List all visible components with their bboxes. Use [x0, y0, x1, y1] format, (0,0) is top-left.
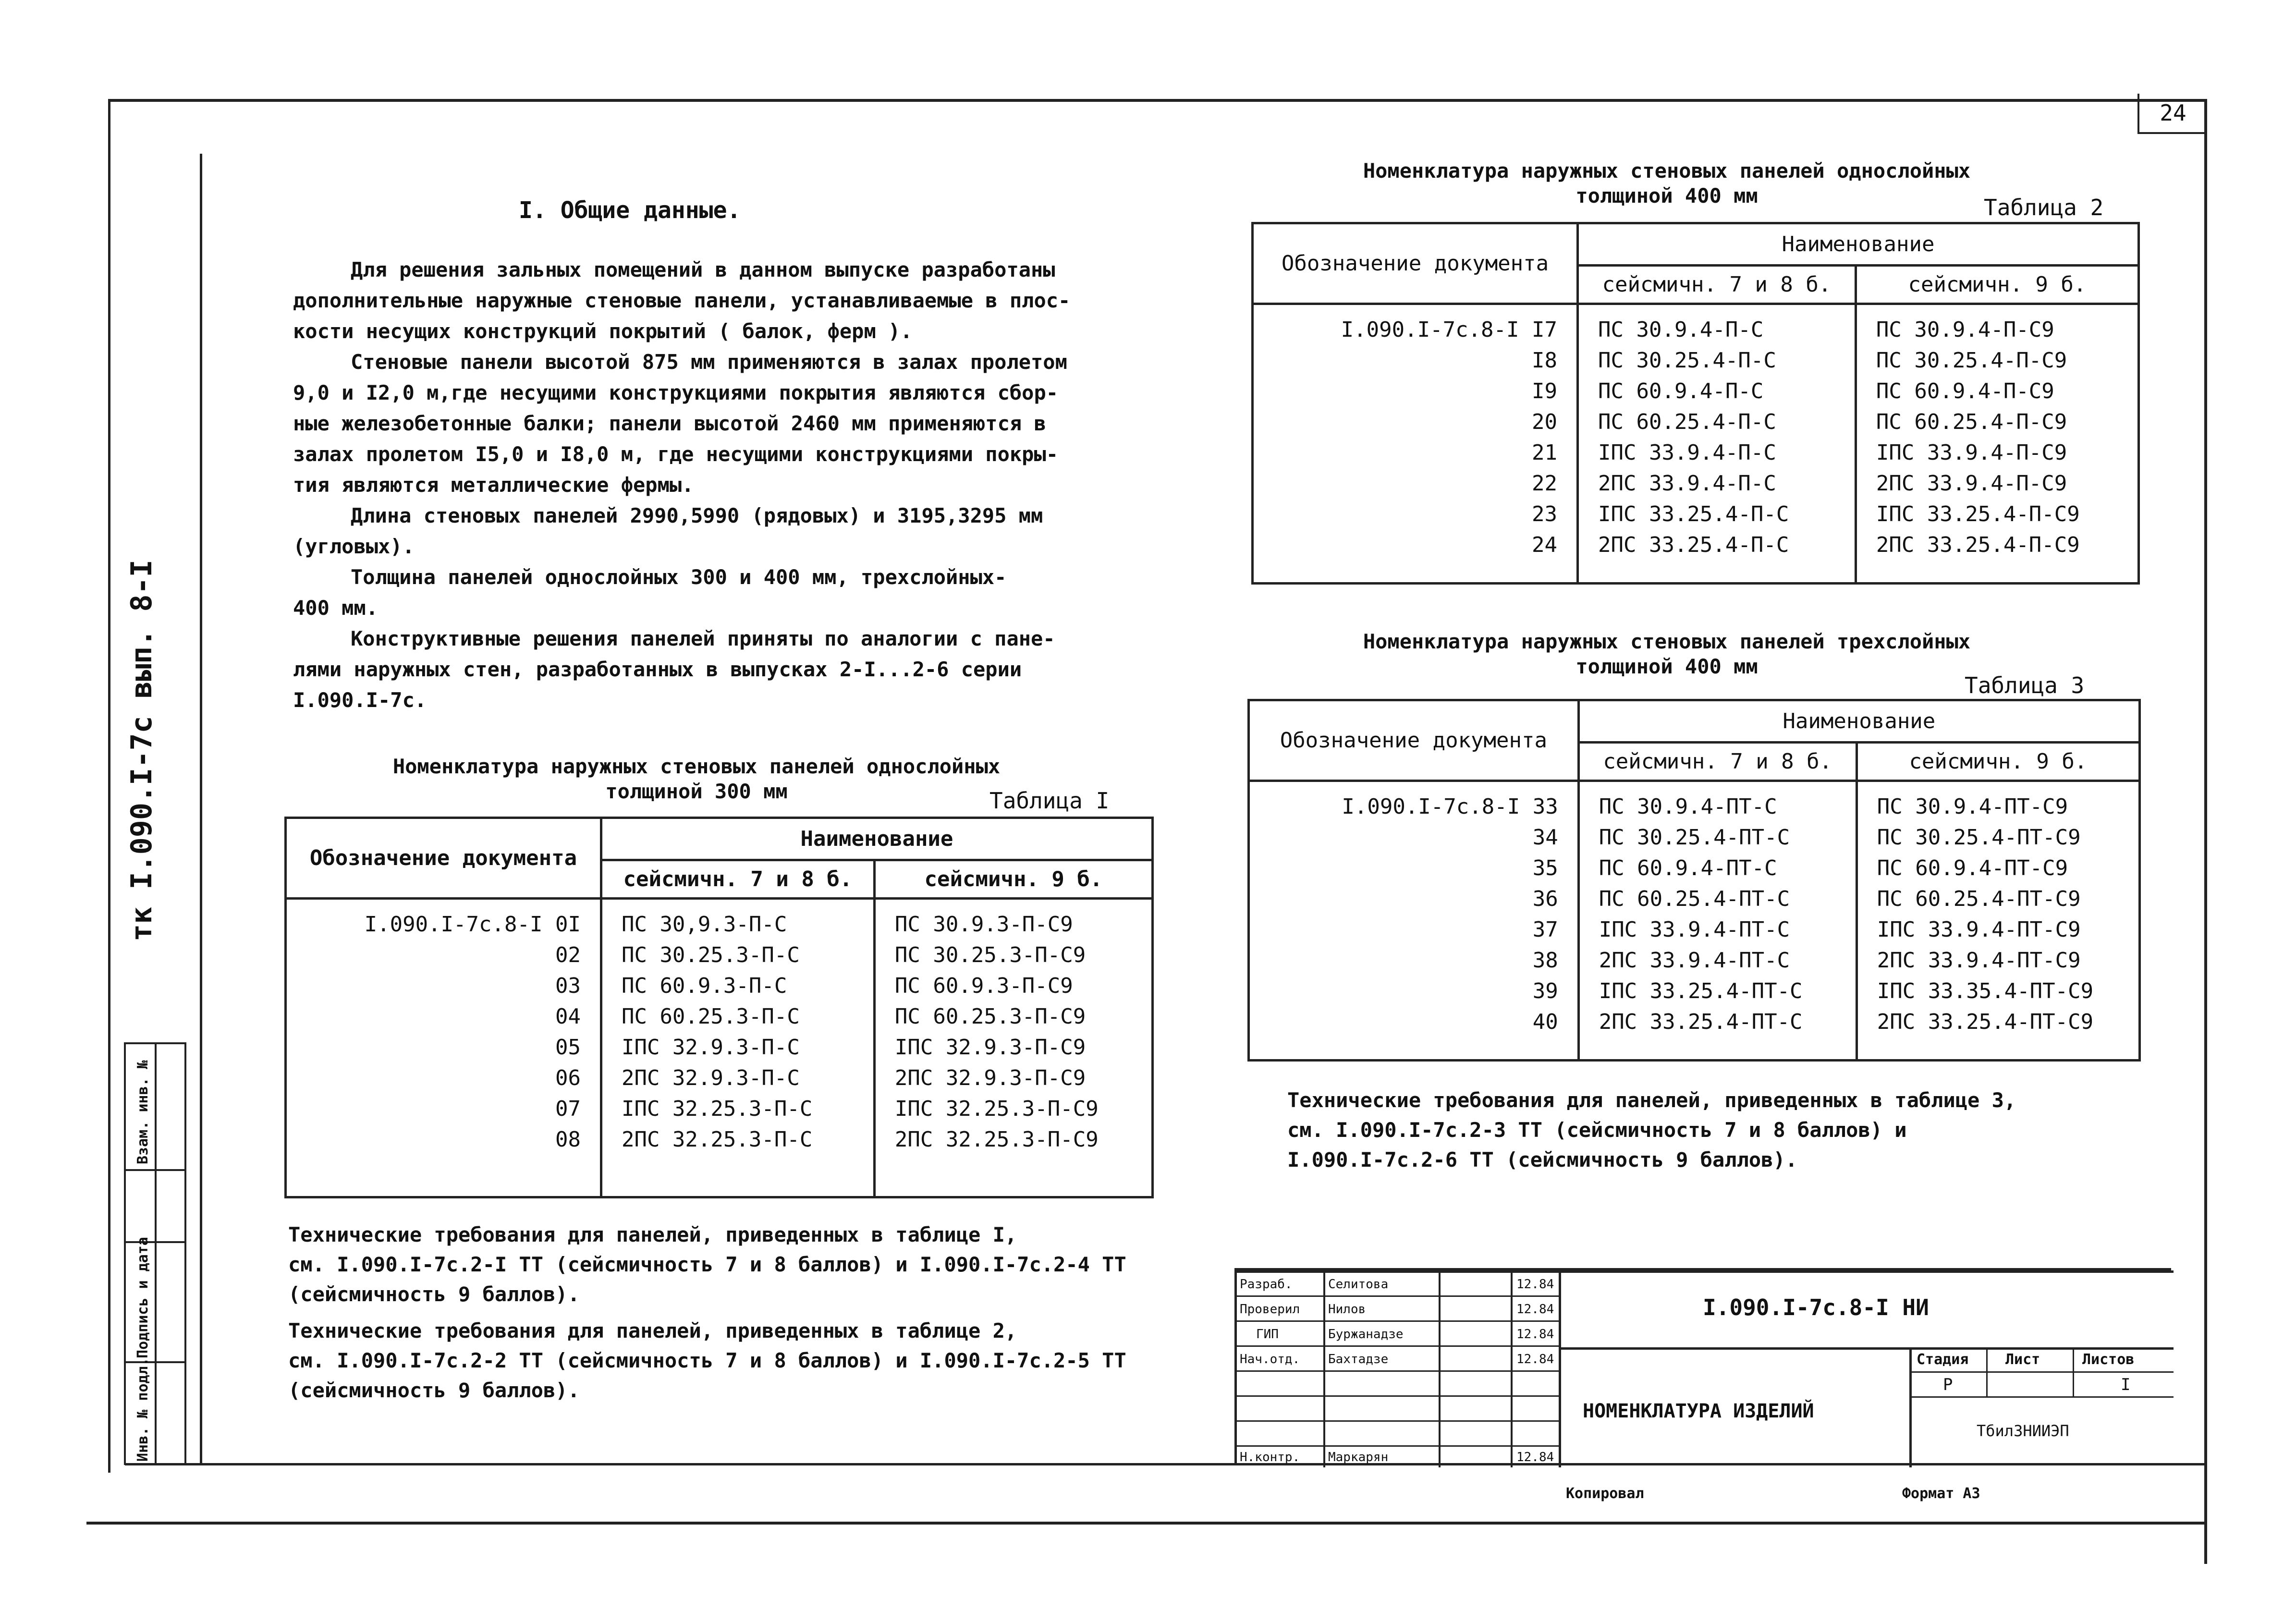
- table3-title: [1307, 629, 2027, 679]
- table1-col-a-values: ПС 30,9.3-П-С ПС 30.25.3-П-С ПС 60.9.3-П-С ПС 60.25.3-П-С IПС 32.9.3-П-С 2ПС 32.9.3-П-С IПС 32.25.3-П-С 2ПС 32.25.3-П-С: [601, 899, 874, 1197]
- stamp-line: [1909, 1347, 1912, 1467]
- copied-by: Копировал: [1566, 1485, 1644, 1502]
- strip-label: Подпись и дата: [134, 1237, 151, 1358]
- stamp-role: Проверил: [1240, 1302, 1300, 1317]
- section-body: [293, 255, 1196, 716]
- table3-doc-cell: [1249, 781, 1579, 1061]
- stamp-line: [1237, 1445, 1559, 1447]
- stamp-line: [1237, 1345, 1559, 1347]
- table3-title-line2: толщиной 400 мм: [1575, 655, 1758, 678]
- table3-label: Таблица 3: [1965, 672, 2085, 698]
- requirements-table1: Технические требования для панелей, приведенных в таблице I, см. I.090.I-7c.2-I ТТ (сейсмичность 7 и 8 баллов) и I.090.I-7c.2-4 ТТ (сейсмичность 9 баллов).: [288, 1223, 1126, 1306]
- stamp-line: [1237, 1370, 1559, 1372]
- stamp-name: Маркарян: [1328, 1450, 1389, 1464]
- inner-left-border: [200, 154, 202, 1465]
- paragraph: Длина стеновых панелей 2990,5990 (рядовых) и 3195,3295 мм (угловых).: [293, 504, 1043, 558]
- table1-col-a: сейсмичн. 7 и 8 б.: [601, 860, 874, 899]
- table2-col-a: сейсмичн. 7 и 8 б.: [1578, 266, 1856, 304]
- paragraph: Конструктивные решения панелей приняты по аналогии с пане- лями наружных стен, разработанных в выпусках 2-I...2-6 серии I.090.I-7c.: [293, 627, 1055, 712]
- stamp-line: [1439, 1270, 1441, 1467]
- frame-right-border: [2204, 99, 2207, 1564]
- table1-col-b-values: ПС 30.9.3-П-С9 ПС 30.25.3-П-С9 ПС 60.9.3-П-С9 ПС 60.25.3-П-С9 IПС 32.9.3-П-С9 2ПС 32.9.3-П-С9 IПС 32.25.3-П-С9 2ПС 32.25.3-П-С9: [874, 899, 1152, 1197]
- stamp-sheet-header: Лист: [2005, 1351, 2040, 1368]
- table3-title-line1: Номенклатура наружных стеновых панелей трехслойных: [1363, 630, 1971, 653]
- table1-title: [336, 754, 1057, 804]
- stamp-name: Буржанадзе: [1328, 1327, 1404, 1342]
- stamp-sheets-value: I: [2121, 1375, 2131, 1394]
- table2-label: Таблица 2: [1984, 195, 2104, 220]
- stamp-name: Селитова: [1328, 1277, 1389, 1292]
- table3-col-a-values: ПС 30.9.4-ПТ-С ПС 30.25.4-ПТ-С ПС 60.9.4-ПТ-С ПС 60.25.4-ПТ-С IПС 33.9.4-ПТ-С 2ПС 33.9.4-ПТ-С IПС 33.25.4-ПТ-С 2ПС 33.25.4-ПТ-С: [1578, 781, 1856, 1061]
- stamp-date: 12.84: [1516, 1277, 1554, 1292]
- stamp-line: [1237, 1295, 1559, 1297]
- table3: [1247, 699, 2141, 1062]
- table2-doc-cell: [1253, 304, 1578, 584]
- requirements-table3: Технические требования для панелей, приведенных в таблице 3, см. I.090.I-7c.2-3 ТТ (сейсмичность 7 и 8 баллов) и I.090.I-7c.2-6 ТТ (сейсмичность 9 баллов).: [1287, 1088, 2016, 1171]
- stamp-line: [1323, 1270, 1325, 1467]
- table1-title-line2: толщиной 300 мм: [605, 780, 788, 803]
- stamp-date: 12.84: [1516, 1352, 1554, 1367]
- frame-bottom-border: [86, 1522, 2207, 1525]
- strip-cell: [126, 1237, 184, 1361]
- table2-col-b-values: ПС 30.9.4-П-С9 ПС 30.25.4-П-С9 ПС 60.9.4-П-С9 ПС 60.25.4-П-С9 IПС 33.9.4-П-С9 2ПС 33.9.4-П-С9 IПС 33.25.4-П-С9 2ПС 33.25.4-П-С9: [1856, 304, 2138, 584]
- stamp-date: 12.84: [1516, 1327, 1554, 1342]
- table3-col-b: сейсмичн. 9 б.: [1856, 743, 2139, 781]
- table2-title: [1307, 159, 2027, 208]
- requirements-table2: Технические требования для панелей, приведенных в таблице 2, см. I.090.I-7c.2-2 ТТ (сейсмичность 7 и 8 баллов) и I.090.I-7c.2-5 ТТ (сейсмичность 9 баллов).: [288, 1319, 1126, 1402]
- table2-doc-nums: I8 I9 20 21 22 23 24: [1532, 348, 1557, 557]
- strip-label: Инв. № подл.: [134, 1357, 151, 1462]
- table1-col-name: Наименование: [601, 818, 1152, 860]
- table2-title-line2: толщиной 400 мм: [1575, 184, 1758, 207]
- side-code: [115, 560, 173, 941]
- stamp-line: [1909, 1396, 2174, 1398]
- stamp-date: 12.84: [1516, 1302, 1554, 1317]
- table2-col-doc: Обозначение документа: [1253, 223, 1578, 304]
- table3-doc-first: I.090.I-7c.8-I 33: [1342, 794, 1558, 819]
- table1-doc-cell: [286, 899, 601, 1197]
- page-number: 24: [2137, 94, 2207, 134]
- frame-top-border: [108, 99, 2207, 102]
- strip-cell: [126, 1357, 184, 1465]
- table2-title-line1: Номенклатура наружных стеновых панелей однослойных: [1363, 159, 1971, 183]
- table3-col-name: Наименование: [1578, 700, 2139, 743]
- paragraph: Толщина панелей однослойных 300 и 400 мм, трехслойных- 400 мм.: [293, 565, 1007, 620]
- title-block: [1234, 1268, 2171, 1465]
- strip-label: Взам. инв. №: [134, 1060, 151, 1164]
- table2: [1251, 222, 2140, 585]
- table1-title-line1: Номенклатура наружных стеновых панелей однослойных: [392, 755, 1001, 778]
- table3-doc-nums: 34 35 36 37 38 39 40: [1532, 825, 1558, 1034]
- stamp-name: Нилов: [1328, 1302, 1366, 1317]
- sheet-format: Формат А3: [1902, 1485, 1980, 1502]
- stamp-line: [1237, 1395, 1559, 1397]
- side-code-text: тк I.090.I-7c вып. 8-I: [125, 560, 159, 941]
- table1-col-b: сейсмичн. 9 б.: [874, 860, 1152, 899]
- stamp-name: Бахтадзе: [1328, 1352, 1389, 1367]
- table3-col-a: сейсмичн. 7 и 8 б.: [1578, 743, 1856, 781]
- table1-doc-nums: 02 03 04 05 06 07 08: [555, 943, 581, 1152]
- stamp-doc-code: I.090.I-7c.8-I НИ: [1703, 1294, 1929, 1320]
- table2-col-a-values: ПС 30.9.4-П-С ПС 30.25.4-П-С ПС 60.9.4-П-С ПС 60.25.4-П-С IПС 33.9.4-П-С 2ПС 33.9.4-П-С IПС 33.25.4-П-С 2ПС 33.25.4-П-С: [1578, 304, 1856, 584]
- table2-col-b: сейсмичн. 9 б.: [1856, 266, 2138, 304]
- stamp-doc-title: НОМЕНКЛАТУРА ИЗДЕЛИЙ: [1583, 1400, 1814, 1422]
- table1-col-doc: Обозначение документа: [286, 818, 601, 899]
- frame-left-border: [108, 99, 110, 1473]
- stamp-role: Н.контр.: [1240, 1450, 1300, 1464]
- stamp-line: [2073, 1347, 2074, 1396]
- strip-cell: [126, 1169, 184, 1241]
- stamp-stage-header: Стадия: [1917, 1351, 1969, 1368]
- stamp-line: [1511, 1270, 1513, 1467]
- table1: [284, 817, 1154, 1198]
- stamp-stage-value: Р: [1943, 1375, 1953, 1394]
- table1-label: Таблица I: [989, 788, 1110, 814]
- stamp-line: [1237, 1270, 2174, 1273]
- stamp-line: [1986, 1347, 1988, 1396]
- section-title: I. Общие данные.: [519, 197, 741, 224]
- table2-doc-first: I.090.I-7c.8-I I7: [1341, 317, 1557, 342]
- stamp-line: [1237, 1420, 1559, 1422]
- strip-cell: [126, 1044, 184, 1169]
- paragraph: Для решения зальных помещений в данном выпуске разработаны дополнительные наружные стеновые панели, устанавливаемые в плос- кости несущих конструкций покрытий ( балок, ферм ).: [293, 258, 1071, 343]
- stamp-role: Нач.отд.: [1240, 1352, 1300, 1367]
- stamp-line: [1559, 1270, 1561, 1467]
- stamp-role: Разраб.: [1240, 1277, 1293, 1292]
- stamp-organization: ТбилЗНИИЭП: [1977, 1422, 2069, 1440]
- table2-col-name: Наименование: [1578, 223, 2139, 266]
- table3-col-b-values: ПС 30.9.4-ПТ-С9 ПС 30.25.4-ПТ-С9 ПС 60.9.4-ПТ-С9 ПС 60.25.4-ПТ-С9 IПС 33.9.4-ПТ-С9 2ПС 33.9.4-ПТ-С9 IПС 33.35.4-ПТ-С9 2ПС 33.25.4-ПТ-С9: [1856, 781, 2139, 1061]
- table1-doc-first: I.090.I-7c.8-I 0I: [364, 912, 581, 937]
- table3-col-doc: Обозначение документа: [1249, 700, 1579, 781]
- stamp-sheets-header: Листов: [2082, 1351, 2135, 1368]
- stamp-role: ГИП: [1256, 1327, 1279, 1342]
- stamp-line: [1909, 1371, 2174, 1373]
- stamp-line: [1559, 1347, 2174, 1350]
- stamp-line: [1237, 1320, 1559, 1322]
- paragraph: Стеновые панели высотой 875 мм применяются в залах пролетом 9,0 и I2,0 м,где несущими конструкциями покрытия являются сбор- ные железобетонные балки; панели высотой 2460 мм применяются в залах пролетом I5,0 и I8,0 м, где несущими конструкциями покры- тия являются металлические фермы.: [293, 350, 1067, 497]
- stamp-date: 12.84: [1516, 1450, 1554, 1464]
- left-side-strip: [124, 1042, 186, 1465]
